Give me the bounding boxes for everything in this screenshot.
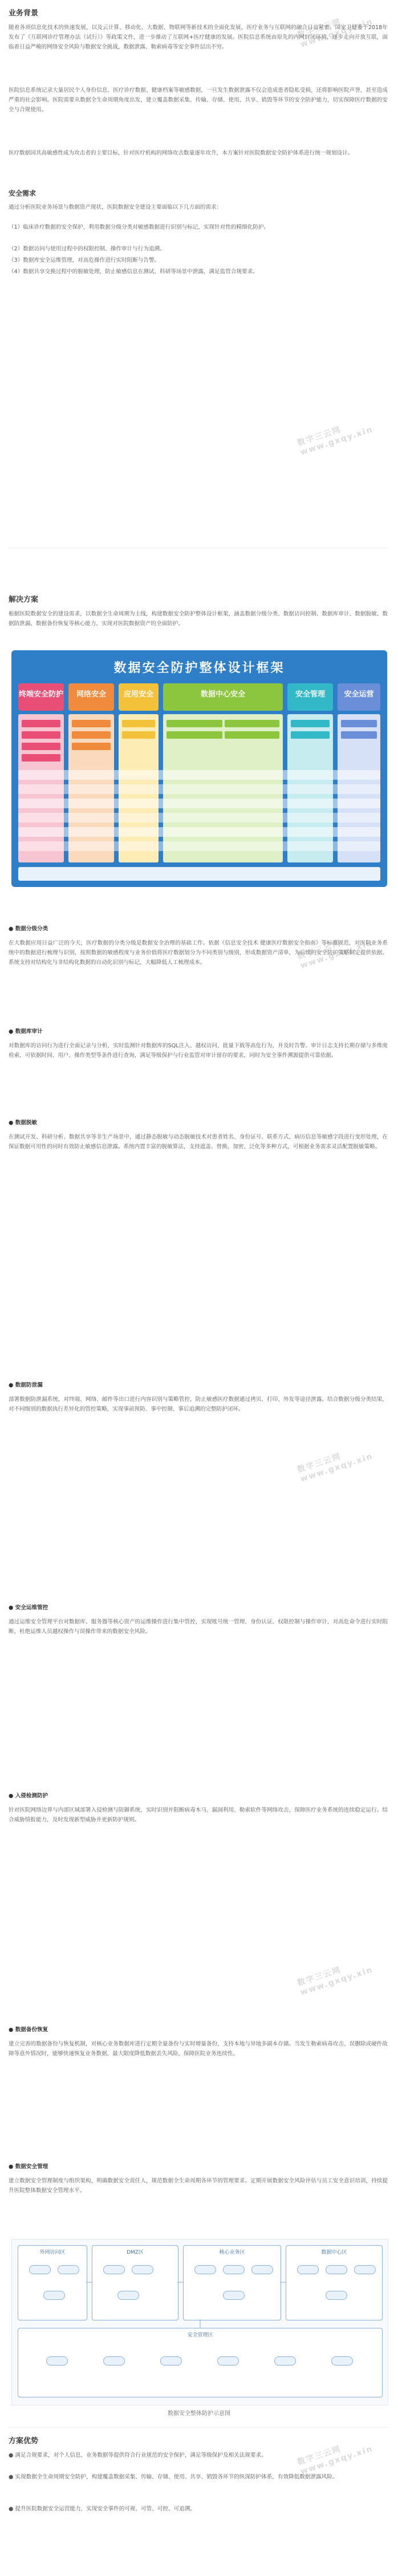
framework-item (341, 731, 377, 739)
requirements-intro: 通过分析医院业务场景与数据资产现状，医院数据安全建设主要面临以下几方面的需求： (9, 204, 222, 210)
framework-item (166, 720, 222, 727)
detail-body: 建立数据安全管理制度与组织架构，明确数据安全责任人，规范数据全生命周期各环节的管理要求。定期开展数据安全风险评估与员工安全意识培训，持续提升医院整体数据安全管理水平。 (9, 2178, 388, 2194)
framework-layer-bar (18, 841, 380, 851)
section-heading-background: 业务背景 (9, 9, 39, 18)
section-heading-benefits: 方案优势 (9, 2437, 39, 2445)
detail-body: 部署数据防泄漏系统，对终端、网络、邮件等出口进行内容识别与策略管控，防止敏感医疗数据通过拷贝、打印、外发等途径泄露。结合数据分级分类结果，对不同级别的数据执行差异化的管控策略，实现事前预防、事中控制、事后追溯的完整防护闭环。 (9, 1396, 388, 1412)
watermark: 数字三云网 www.gxqy.xin (296, 1965, 375, 1998)
background-paragraph-1: 随着各项信息化技术的快速发展，以及云计算、移动化、大数据、物联网等新技术的全面化发展，医疗业务与互联网的融合日益紧密。国家卫健委于2018年发布了《互联网诊疗管理办法（试行）》等政策文件，进一步推动了互联网+医疗健康的发展。医院信息系统由原先的内网封闭环境，逐步走向开放互联，面临着日益严峻的网络安全风险与数据安全挑战，数据泄露、勒索病毒等安全事件层出不穷。 (9, 25, 388, 50)
watermark: 数字三云网 www.gxqy.xin (296, 424, 375, 457)
diagram-caption: 数据安全整体防护示意图 (168, 2411, 230, 2417)
requirement-item: （4）数据共享交换过程中的脱敏处理，防止敏感信息在测试、科研等场景中泄露，满足监管合规要求。 (9, 269, 258, 275)
requirements-heading: 安全需求 (9, 189, 36, 197)
framework-item (225, 720, 279, 727)
framework-base-bar (18, 867, 380, 881)
detail-body: 通过运维安全管理平台对数据库、服务器等核心资产的运维操作进行集中管控，实现账号统一管理、身份认证、权限控制与操作审计，对高危命令进行实时阻断，杜绝运维人员越权操作与误操作带来的数据安全风险。 (9, 1619, 388, 1635)
framework-top-label: 终端安全防护 (18, 683, 64, 711)
framework-top-label: 应用安全 (119, 683, 159, 711)
framework-layer-bar (18, 799, 380, 808)
requirement-item: （3）数据库安全运维管理，对高危操作进行实时阻断与告警。 (9, 257, 160, 264)
detail-title: ● 数据备份恢复 (9, 2027, 48, 2033)
security-framework-diagram (11, 650, 387, 887)
framework-top-label: 安全管理 (287, 683, 333, 711)
network-architecture-diagram (11, 2239, 388, 2405)
framework-layer-bar (18, 784, 380, 794)
watermark: 数字三云网 www.gxqy.xin (296, 2444, 375, 2477)
detail-title: ● 数据防泄漏 (9, 1382, 43, 1388)
detail-body: 在测试开发、科研分析、数据共享等非生产场景中，通过静态脱敏与动态脱敏技术对患者姓名、身份证号、联系方式、病历信息等敏感字段进行变形处理，在保证数据可用性的同时有效防止敏感信息泄露。系统内置丰富的脱敏算法，支持遮盖、替换、加密、泛化等多种方式，可根据业务需求灵活配置脱敏策略。 (9, 1134, 388, 1150)
detail-title: ● 数据库审计 (9, 1028, 43, 1035)
detail-body: 建立完善的数据备份与恢复机制，对核心业务数据库进行定期全量备份与实时增量备份，支持本地与异地多副本存储。当发生勒索病毒攻击、误删除或硬件故障等意外情况时，能够快速恢复业务数据，最大限度降低数据丢失风险，保障医院业务连续性。 (9, 2041, 388, 2057)
detail-title: ● 数据脱敏 (9, 1120, 38, 1126)
framework-item (291, 720, 330, 727)
divider (9, 2427, 388, 2428)
framework-item (72, 743, 111, 750)
background-paragraph-2: 医院信息系统记录大量居民个人身份信息、医疗诊疗数据、健康档案等敏感数据，一旦发生数据泄露不仅会造成患者隐私受损，还将影响医院声誉，甚至造成严重的社会影响。医院需要从数据全生命周期角度出发，建立覆盖数据采集、传输、存储、使用、共享、销毁等环节的安全防护能力，切实保障医疗数据的安全与合规使用。 (9, 87, 388, 113)
detail-title: ● 数据分级分类 (9, 926, 48, 932)
framework-top-label: 网络安全 (68, 683, 114, 711)
benefit-item: ● 实现数据全生命周期安全防护，构建覆盖数据采集、传输、存储、使用、共享、销毁各环节的纵深防护体系，有效降低数据泄露风险。 (9, 2474, 338, 2480)
zone-label: 核心业务区 (219, 2250, 245, 2255)
framework-item (72, 731, 111, 739)
watermark: 数字三云网 www.gxqy.xin (296, 1451, 375, 1484)
framework-item (225, 731, 279, 739)
framework-item (22, 743, 60, 750)
detail-body: 针对医院网络边界与内部区域部署入侵检测与防御系统，实时识别并阻断病毒木马、漏洞利用、勒索软件等网络攻击，保障医疗业务系统的连续稳定运行。结合威胁情报能力，及时发现新型威胁并更新防护规则。 (9, 1807, 388, 1823)
framework-item (341, 720, 377, 727)
zone-label: 安全管理区 (187, 2332, 213, 2338)
diagram-title: 数据安全防护整体设计框架 (113, 661, 285, 675)
watermark: 数字三云网 www.gxqy.xin (296, 17, 375, 50)
framework-item (22, 720, 60, 727)
detail-body: 对数据库的访问行为进行全面记录与分析，实时监测针对数据库的SQL注入、越权访问、批量下载等高危行为，并及时告警。审计日志支持长期存储与多维度检索，可依据时间、用户、操作类型等条件进行查询，满足等级保护与行业监管对审计留存的要求，同时为安全事件溯源提供可靠依据。 (9, 1043, 388, 1059)
requirement-item: （2）数据访问与使用过程中的权限控制、操作审计与行为追溯。 (9, 246, 165, 252)
detail-title: ● 入侵检测防护 (9, 1793, 48, 1799)
framework-item (291, 731, 330, 739)
framework-layer-bar (18, 827, 380, 837)
section-heading-plan: 解决方案 (9, 596, 39, 604)
detail-title: ● 安全运维管控 (9, 1605, 48, 1611)
detail-title: ● 数据安全管理 (9, 2164, 48, 2170)
framework-item (122, 731, 155, 739)
benefit-item: ● 提升医院数据安全运营能力，实现安全事件的可视、可管、可控、可追溯。 (9, 2506, 196, 2512)
framework-layer-bar (18, 770, 380, 780)
connection-lines (12, 2239, 388, 2405)
zone-label: 数据中心区 (321, 2250, 347, 2255)
background-paragraph-3: 医疗数据因其高敏感性成为攻击者的主要目标，针对医疗机构的网络攻击数量逐年攻升，本方案针对医院数据安全防护体系进行统一规划设计。 (9, 150, 354, 156)
watermark: 数字三云网 www.gxqy.xin (296, 938, 375, 971)
framework-item (22, 731, 60, 739)
benefit-item: ● 满足合规要求，对个人信息、业务数据等提供符合行业规范的安全保护，满足等级保护及相关法规要求。 (9, 2452, 267, 2458)
framework-top-label: 数据中心安全 (163, 683, 283, 711)
framework-item (72, 720, 111, 727)
zone-label: 外网访问区 (39, 2250, 66, 2255)
framework-item (22, 754, 60, 762)
framework-top-label: 安全运营 (338, 683, 380, 711)
zone-label: DMZ区 (127, 2250, 144, 2255)
plan-intro: 根据医院数据安全的建设需求，以数据全生命周期为主线，构建数据安全防护整体设计框架，涵盖数据分级分类、数据访问控制、数据库审计、数据脱敏、数据防泄漏、数据备份恢复等核心能力，实现对医院数据资产的全面防护。 (9, 611, 388, 627)
requirement-item: （1）临床诊疗数据的安全保护，利用数据分级分类对敏感数据进行识别与标记，实现针对性的精细化防护。 (9, 224, 270, 230)
framework-layer-bar (18, 813, 380, 823)
framework-item (122, 720, 155, 727)
detail-body: 在大数据应用日益广泛的今天，医疗数据的分类分级是数据安全治理的基础工作。依据《信息安全技术 健康医疗数据安全指南》等标准规范，对医院业务系统中的数据进行梳理与识别，按照数据的敏感程度与业务价值将医疗数据划分为不同类别与级别，形成数据资产清单，为后续的安全防护策略制定提供依据。系统支持对结构化与非结构化数据的自动化识别与标记，大幅降低人工梳理成本。 (9, 940, 388, 966)
framework-item (166, 731, 222, 739)
